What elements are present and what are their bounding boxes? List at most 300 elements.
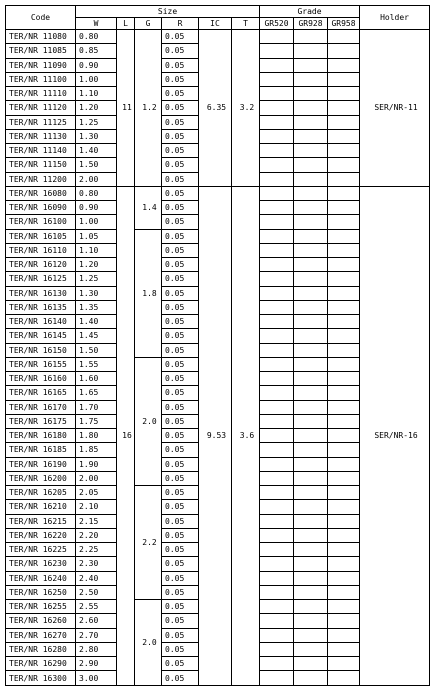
grade-gr520-cell <box>260 186 294 200</box>
grade-gr520-cell <box>260 172 294 186</box>
grade-gr928-cell <box>294 457 328 471</box>
w-cell: 1.35 <box>76 300 117 314</box>
l-cell: 16 <box>117 186 135 685</box>
grade-gr958-cell <box>328 628 360 642</box>
grade-gr958-cell <box>328 258 360 272</box>
w-cell: 2.30 <box>76 557 117 571</box>
w-cell: 1.70 <box>76 400 117 414</box>
w-cell: 1.85 <box>76 443 117 457</box>
grade-gr520-cell <box>260 628 294 642</box>
grade-gr958-cell <box>328 172 360 186</box>
w-cell: 1.00 <box>76 215 117 229</box>
w-cell: 2.00 <box>76 172 117 186</box>
header-grade-gr520: GR520 <box>260 18 294 30</box>
grade-gr928-cell <box>294 400 328 414</box>
code-cell: TER/NR 16165 <box>6 386 76 400</box>
code-cell: TER/NR 11125 <box>6 115 76 129</box>
w-cell: 2.55 <box>76 600 117 614</box>
grade-gr928-cell <box>294 514 328 528</box>
grade-gr958-cell <box>328 571 360 585</box>
grade-gr958-cell <box>328 215 360 229</box>
grade-gr928-cell <box>294 172 328 186</box>
grade-gr928-cell <box>294 315 328 329</box>
code-cell: TER/NR 16150 <box>6 343 76 357</box>
grade-gr958-cell <box>328 101 360 115</box>
grade-gr928-cell <box>294 429 328 443</box>
r-cell: 0.05 <box>162 329 199 343</box>
grade-gr958-cell <box>328 272 360 286</box>
w-cell: 0.90 <box>76 201 117 215</box>
r-cell: 0.05 <box>162 543 199 557</box>
code-cell: TER/NR 16140 <box>6 315 76 329</box>
grade-gr928-cell <box>294 571 328 585</box>
w-cell: 1.25 <box>76 115 117 129</box>
holder-cell: SER/NR-11 <box>360 30 430 187</box>
grade-gr958-cell <box>328 471 360 485</box>
grade-gr520-cell <box>260 471 294 485</box>
grade-gr928-cell <box>294 87 328 101</box>
r-cell: 0.05 <box>162 229 199 243</box>
grade-gr958-cell <box>328 158 360 172</box>
grade-gr928-cell <box>294 471 328 485</box>
w-cell: 2.80 <box>76 642 117 656</box>
r-cell: 0.05 <box>162 58 199 72</box>
grade-gr520-cell <box>260 528 294 542</box>
header-g: G <box>135 18 162 30</box>
code-cell: TER/NR 16210 <box>6 500 76 514</box>
grade-gr520-cell <box>260 429 294 443</box>
grade-gr928-cell <box>294 286 328 300</box>
r-cell: 0.05 <box>162 614 199 628</box>
r-cell: 0.05 <box>162 115 199 129</box>
code-cell: TER/NR 16155 <box>6 357 76 371</box>
grade-gr958-cell <box>328 315 360 329</box>
grade-gr928-cell <box>294 44 328 58</box>
table-header <box>6 6 430 30</box>
code-cell: TER/NR 11080 <box>6 30 76 44</box>
header-l: L <box>117 18 135 30</box>
grade-gr958-cell <box>328 386 360 400</box>
g-cell: 2.0 <box>135 357 162 485</box>
r-cell: 0.05 <box>162 400 199 414</box>
w-cell: 0.90 <box>76 58 117 72</box>
grade-gr958-cell <box>328 671 360 686</box>
grade-gr958-cell <box>328 144 360 158</box>
grade-gr928-cell <box>294 258 328 272</box>
r-cell: 0.05 <box>162 571 199 585</box>
grade-gr520-cell <box>260 258 294 272</box>
grade-gr928-cell <box>294 272 328 286</box>
w-cell: 0.80 <box>76 186 117 200</box>
r-cell: 0.05 <box>162 557 199 571</box>
code-cell: TER/NR 16190 <box>6 457 76 471</box>
grade-gr928-cell <box>294 58 328 72</box>
code-cell: TER/NR 16145 <box>6 329 76 343</box>
r-cell: 0.05 <box>162 585 199 599</box>
w-cell: 1.65 <box>76 386 117 400</box>
r-cell: 0.05 <box>162 72 199 86</box>
r-cell: 0.05 <box>162 201 199 215</box>
table-body <box>6 30 430 686</box>
code-cell: TER/NR 16205 <box>6 486 76 500</box>
grade-gr520-cell <box>260 600 294 614</box>
grade-gr520-cell <box>260 201 294 215</box>
grade-gr958-cell <box>328 528 360 542</box>
grade-gr520-cell <box>260 129 294 143</box>
r-cell: 0.05 <box>162 500 199 514</box>
w-cell: 2.00 <box>76 471 117 485</box>
w-cell: 3.00 <box>76 671 117 686</box>
grade-gr928-cell <box>294 129 328 143</box>
grade-gr520-cell <box>260 400 294 414</box>
t-cell: 3.6 <box>232 186 260 685</box>
grade-gr520-cell <box>260 543 294 557</box>
header-grade: Grade <box>260 6 360 18</box>
w-cell: 1.75 <box>76 414 117 428</box>
code-cell: TER/NR 16110 <box>6 243 76 257</box>
code-cell: TER/NR 16230 <box>6 557 76 571</box>
r-cell: 0.05 <box>162 272 199 286</box>
w-cell: 1.40 <box>76 315 117 329</box>
code-cell: TER/NR 16080 <box>6 186 76 200</box>
code-cell: TER/NR 16290 <box>6 657 76 671</box>
code-cell: TER/NR 16185 <box>6 443 76 457</box>
grade-gr520-cell <box>260 215 294 229</box>
grade-gr958-cell <box>328 44 360 58</box>
r-cell: 0.05 <box>162 443 199 457</box>
w-cell: 1.80 <box>76 429 117 443</box>
header-grade-gr928: GR928 <box>294 18 328 30</box>
r-cell: 0.05 <box>162 286 199 300</box>
grade-gr958-cell <box>328 58 360 72</box>
grade-gr520-cell <box>260 343 294 357</box>
w-cell: 0.85 <box>76 44 117 58</box>
r-cell: 0.05 <box>162 129 199 143</box>
g-cell: 1.2 <box>135 30 162 187</box>
grade-gr958-cell <box>328 372 360 386</box>
g-cell: 1.4 <box>135 186 162 229</box>
grade-gr520-cell <box>260 514 294 528</box>
code-cell: TER/NR 16125 <box>6 272 76 286</box>
grade-gr958-cell <box>328 72 360 86</box>
g-cell: 1.8 <box>135 229 162 357</box>
w-cell: 1.30 <box>76 286 117 300</box>
g-cell: 2.0 <box>135 600 162 686</box>
w-cell: 2.50 <box>76 585 117 599</box>
grade-gr958-cell <box>328 543 360 557</box>
header-ic: IC <box>199 18 232 30</box>
grade-gr928-cell <box>294 628 328 642</box>
grade-gr520-cell <box>260 229 294 243</box>
w-cell: 1.40 <box>76 144 117 158</box>
header-t: T <box>232 18 260 30</box>
grade-gr928-cell <box>294 657 328 671</box>
grade-gr958-cell <box>328 500 360 514</box>
code-cell: TER/NR 11130 <box>6 129 76 143</box>
w-cell: 2.20 <box>76 528 117 542</box>
grade-gr928-cell <box>294 186 328 200</box>
grade-gr928-cell <box>294 543 328 557</box>
table-row <box>6 186 430 200</box>
grade-gr520-cell <box>260 414 294 428</box>
code-cell: TER/NR 16260 <box>6 614 76 628</box>
r-cell: 0.05 <box>162 357 199 371</box>
r-cell: 0.05 <box>162 471 199 485</box>
code-cell: TER/NR 11085 <box>6 44 76 58</box>
r-cell: 0.05 <box>162 429 199 443</box>
grade-gr520-cell <box>260 457 294 471</box>
r-cell: 0.05 <box>162 243 199 257</box>
grade-gr958-cell <box>328 87 360 101</box>
grade-gr928-cell <box>294 72 328 86</box>
grade-gr520-cell <box>260 101 294 115</box>
r-cell: 0.05 <box>162 144 199 158</box>
grade-gr958-cell <box>328 243 360 257</box>
code-cell: TER/NR 16175 <box>6 414 76 428</box>
code-cell: TER/NR 16120 <box>6 258 76 272</box>
grade-gr520-cell <box>260 300 294 314</box>
r-cell: 0.05 <box>162 600 199 614</box>
grade-gr520-cell <box>260 486 294 500</box>
grade-gr520-cell <box>260 372 294 386</box>
grade-gr520-cell <box>260 115 294 129</box>
grade-gr520-cell <box>260 87 294 101</box>
grade-gr520-cell <box>260 272 294 286</box>
g-cell: 2.2 <box>135 486 162 600</box>
grade-gr520-cell <box>260 158 294 172</box>
r-cell: 0.05 <box>162 457 199 471</box>
code-cell: TER/NR 16170 <box>6 400 76 414</box>
grade-gr520-cell <box>260 329 294 343</box>
grade-gr958-cell <box>328 186 360 200</box>
grade-gr958-cell <box>328 585 360 599</box>
r-cell: 0.05 <box>162 528 199 542</box>
code-cell: TER/NR 16160 <box>6 372 76 386</box>
insert-spec-table <box>5 5 430 686</box>
grade-gr958-cell <box>328 300 360 314</box>
r-cell: 0.05 <box>162 44 199 58</box>
holder-cell: SER/NR-16 <box>360 186 430 685</box>
r-cell: 0.05 <box>162 343 199 357</box>
header-r: R <box>162 18 199 30</box>
r-cell: 0.05 <box>162 657 199 671</box>
r-cell: 0.05 <box>162 671 199 686</box>
grade-gr520-cell <box>260 614 294 628</box>
r-cell: 0.05 <box>162 386 199 400</box>
grade-gr958-cell <box>328 329 360 343</box>
grade-gr958-cell <box>328 115 360 129</box>
grade-gr958-cell <box>328 557 360 571</box>
code-cell: TER/NR 16240 <box>6 571 76 585</box>
l-cell: 11 <box>117 30 135 187</box>
w-cell: 1.55 <box>76 357 117 371</box>
code-cell: TER/NR 16090 <box>6 201 76 215</box>
grade-gr958-cell <box>328 201 360 215</box>
grade-gr958-cell <box>328 286 360 300</box>
grade-gr520-cell <box>260 357 294 371</box>
w-cell: 1.90 <box>76 457 117 471</box>
code-cell: TER/NR 16105 <box>6 229 76 243</box>
header-grade-gr958: GR958 <box>328 18 360 30</box>
grade-gr958-cell <box>328 414 360 428</box>
grade-gr520-cell <box>260 585 294 599</box>
code-cell: TER/NR 11090 <box>6 58 76 72</box>
r-cell: 0.05 <box>162 158 199 172</box>
grade-gr928-cell <box>294 101 328 115</box>
w-cell: 1.05 <box>76 229 117 243</box>
grade-gr928-cell <box>294 557 328 571</box>
w-cell: 1.20 <box>76 258 117 272</box>
code-cell: TER/NR 16180 <box>6 429 76 443</box>
w-cell: 2.40 <box>76 571 117 585</box>
w-cell: 2.10 <box>76 500 117 514</box>
w-cell: 1.10 <box>76 243 117 257</box>
grade-gr928-cell <box>294 500 328 514</box>
grade-gr958-cell <box>328 457 360 471</box>
r-cell: 0.05 <box>162 87 199 101</box>
grade-gr520-cell <box>260 315 294 329</box>
grade-gr928-cell <box>294 357 328 371</box>
r-cell: 0.05 <box>162 372 199 386</box>
w-cell: 1.45 <box>76 329 117 343</box>
grade-gr520-cell <box>260 30 294 44</box>
table-row <box>6 30 430 44</box>
code-cell: TER/NR 16215 <box>6 514 76 528</box>
r-cell: 0.05 <box>162 215 199 229</box>
t-cell: 3.2 <box>232 30 260 187</box>
grade-gr958-cell <box>328 30 360 44</box>
w-cell: 1.20 <box>76 101 117 115</box>
grade-gr958-cell <box>328 343 360 357</box>
code-cell: TER/NR 16220 <box>6 528 76 542</box>
header-holder: Holder <box>360 6 430 30</box>
grade-gr928-cell <box>294 158 328 172</box>
grade-gr928-cell <box>294 343 328 357</box>
grade-gr958-cell <box>328 357 360 371</box>
grade-gr958-cell <box>328 614 360 628</box>
code-cell: TER/NR 16300 <box>6 671 76 686</box>
grade-gr958-cell <box>328 229 360 243</box>
grade-gr928-cell <box>294 144 328 158</box>
w-cell: 1.00 <box>76 72 117 86</box>
grade-gr958-cell <box>328 129 360 143</box>
code-cell: TER/NR 11150 <box>6 158 76 172</box>
grade-gr520-cell <box>260 443 294 457</box>
r-cell: 0.05 <box>162 172 199 186</box>
code-cell: TER/NR 16135 <box>6 300 76 314</box>
grade-gr928-cell <box>294 329 328 343</box>
ic-cell: 9.53 <box>199 186 232 685</box>
grade-gr928-cell <box>294 201 328 215</box>
grade-gr958-cell <box>328 657 360 671</box>
grade-gr928-cell <box>294 229 328 243</box>
grade-gr928-cell <box>294 215 328 229</box>
grade-gr928-cell <box>294 414 328 428</box>
r-cell: 0.05 <box>162 101 199 115</box>
grade-gr520-cell <box>260 72 294 86</box>
r-cell: 0.05 <box>162 628 199 642</box>
code-cell: TER/NR 16280 <box>6 642 76 656</box>
w-cell: 1.60 <box>76 372 117 386</box>
grade-gr520-cell <box>260 144 294 158</box>
grade-gr928-cell <box>294 386 328 400</box>
r-cell: 0.05 <box>162 315 199 329</box>
w-cell: 2.15 <box>76 514 117 528</box>
grade-gr928-cell <box>294 642 328 656</box>
r-cell: 0.05 <box>162 186 199 200</box>
r-cell: 0.05 <box>162 414 199 428</box>
w-cell: 1.50 <box>76 158 117 172</box>
code-cell: TER/NR 16130 <box>6 286 76 300</box>
w-cell: 1.50 <box>76 343 117 357</box>
grade-gr928-cell <box>294 30 328 44</box>
grade-gr520-cell <box>260 286 294 300</box>
grade-gr520-cell <box>260 657 294 671</box>
grade-gr928-cell <box>294 243 328 257</box>
header-size: Size <box>76 6 260 18</box>
grade-gr958-cell <box>328 600 360 614</box>
w-cell: 1.30 <box>76 129 117 143</box>
code-cell: TER/NR 16100 <box>6 215 76 229</box>
w-cell: 2.70 <box>76 628 117 642</box>
header-w: W <box>76 18 117 30</box>
grade-gr958-cell <box>328 514 360 528</box>
grade-gr928-cell <box>294 443 328 457</box>
r-cell: 0.05 <box>162 258 199 272</box>
grade-gr928-cell <box>294 585 328 599</box>
grade-gr520-cell <box>260 500 294 514</box>
code-cell: TER/NR 16250 <box>6 585 76 599</box>
grade-gr958-cell <box>328 443 360 457</box>
grade-gr928-cell <box>294 486 328 500</box>
w-cell: 2.60 <box>76 614 117 628</box>
grade-gr928-cell <box>294 600 328 614</box>
grade-gr520-cell <box>260 642 294 656</box>
grade-gr520-cell <box>260 386 294 400</box>
r-cell: 0.05 <box>162 300 199 314</box>
grade-gr520-cell <box>260 58 294 72</box>
code-cell: TER/NR 11110 <box>6 87 76 101</box>
grade-gr928-cell <box>294 372 328 386</box>
w-cell: 2.90 <box>76 657 117 671</box>
grade-gr928-cell <box>294 614 328 628</box>
grade-gr958-cell <box>328 400 360 414</box>
header-code: Code <box>6 6 76 30</box>
r-cell: 0.05 <box>162 30 199 44</box>
grade-gr520-cell <box>260 571 294 585</box>
code-cell: TER/NR 11200 <box>6 172 76 186</box>
grade-gr928-cell <box>294 528 328 542</box>
grade-gr958-cell <box>328 486 360 500</box>
r-cell: 0.05 <box>162 514 199 528</box>
code-cell: TER/NR 16270 <box>6 628 76 642</box>
grade-gr520-cell <box>260 44 294 58</box>
grade-gr958-cell <box>328 429 360 443</box>
grade-gr928-cell <box>294 300 328 314</box>
code-cell: TER/NR 11100 <box>6 72 76 86</box>
code-cell: TER/NR 16225 <box>6 543 76 557</box>
w-cell: 2.05 <box>76 486 117 500</box>
r-cell: 0.05 <box>162 486 199 500</box>
code-cell: TER/NR 16200 <box>6 471 76 485</box>
grade-gr520-cell <box>260 671 294 686</box>
w-cell: 2.25 <box>76 543 117 557</box>
code-cell: TER/NR 11120 <box>6 101 76 115</box>
grade-gr928-cell <box>294 671 328 686</box>
grade-gr958-cell <box>328 642 360 656</box>
code-cell: TER/NR 11140 <box>6 144 76 158</box>
ic-cell: 6.35 <box>199 30 232 187</box>
